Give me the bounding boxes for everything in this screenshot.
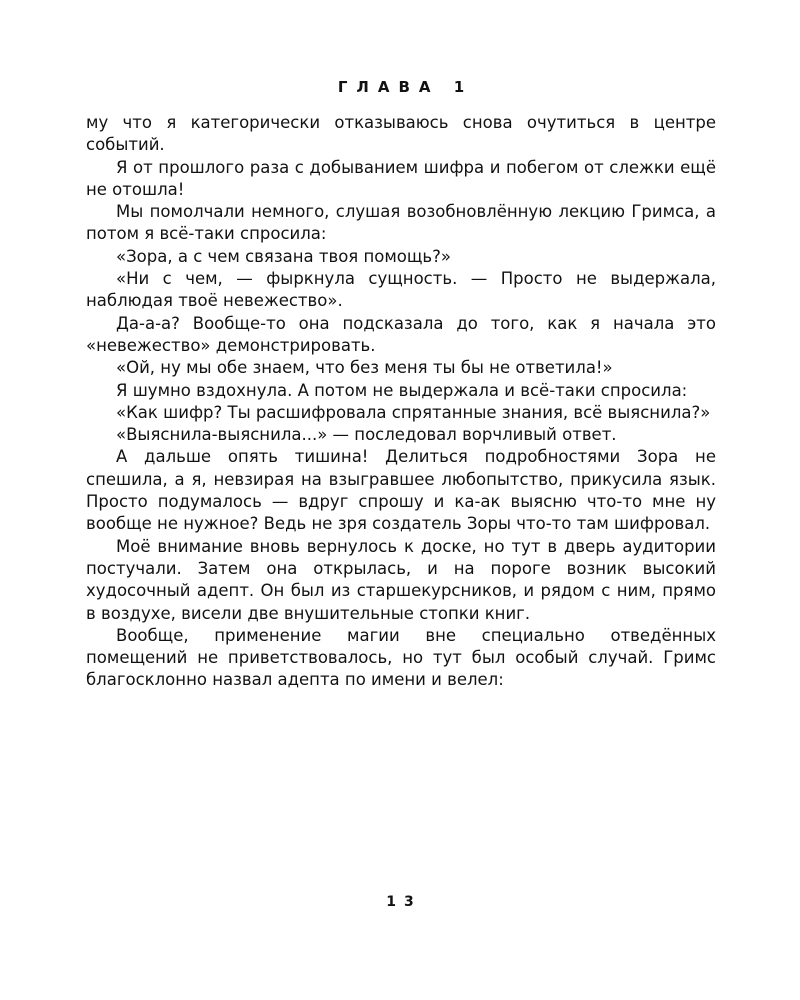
paragraph: «Зора, а с чем связана твоя помощь?» (116, 246, 452, 266)
paragraph: «Ни с чем, — фыркнула сущность. — Просто не выдержала, наблюдая твоё невежество». (86, 269, 716, 311)
page-number: 13 (386, 894, 422, 910)
text-body (86, 112, 716, 692)
paragraph: Моё внимание вновь вернулось к доске, но тут в дверь аудитории постучали. Затем она открылась, и на пороге возник высокий худосочный адепт. Он был из старшекурсников, и рядом с ним, прямо в воздухе, висели две внушительные стопки книг. (86, 536, 716, 623)
paragraph: му что я категорически отказываюсь снова очутиться в центре событий. (86, 113, 716, 155)
paragraph: Мы помолчали немного, слушая возобновлённую лекцию Гримса, а потом я всё-таки спросила: (86, 202, 716, 244)
paragraph: Да-а-а? Вообще-то она подсказала до того, как я начала это «невежество» демонстрировать. (86, 313, 716, 355)
paragraph: Я от прошлого раза с добыванием шифра и побегом от слежки ещё не отошла! (86, 157, 716, 199)
paragraph: А дальше опять тишина! Делиться подробностями Зора не спешила, а я, невзирая на взыгравшее любопытство, прикусила язык. Просто подумалось — вдруг спрошу и ка-ак выясню что-то мне ну вообще не нужное? Ведь не зря создатель Зоры что-то там шифровал. (86, 447, 716, 534)
paragraph: Я шумно вздохнула. А потом не выдержала и всё-таки спросила: (116, 380, 688, 400)
paragraph: «Выяснила-выяснила...» — последовал ворчливый ответ. (116, 425, 617, 445)
paragraph: «Ой, ну мы обе знаем, что без меня ты бы не ответила!» (116, 358, 613, 378)
paragraph: «Как шифр? Ты расшифровала спрятанные знания, всё выяснила?» (116, 402, 711, 422)
paragraph: Вообще, применение магии вне специально отведённых помещений не приветствовалось, но тут был особый случай. Гримс благосклонно назвал адепта по имени и велел: (86, 625, 716, 690)
chapter-heading: ГЛАВА 1 (337, 78, 474, 96)
